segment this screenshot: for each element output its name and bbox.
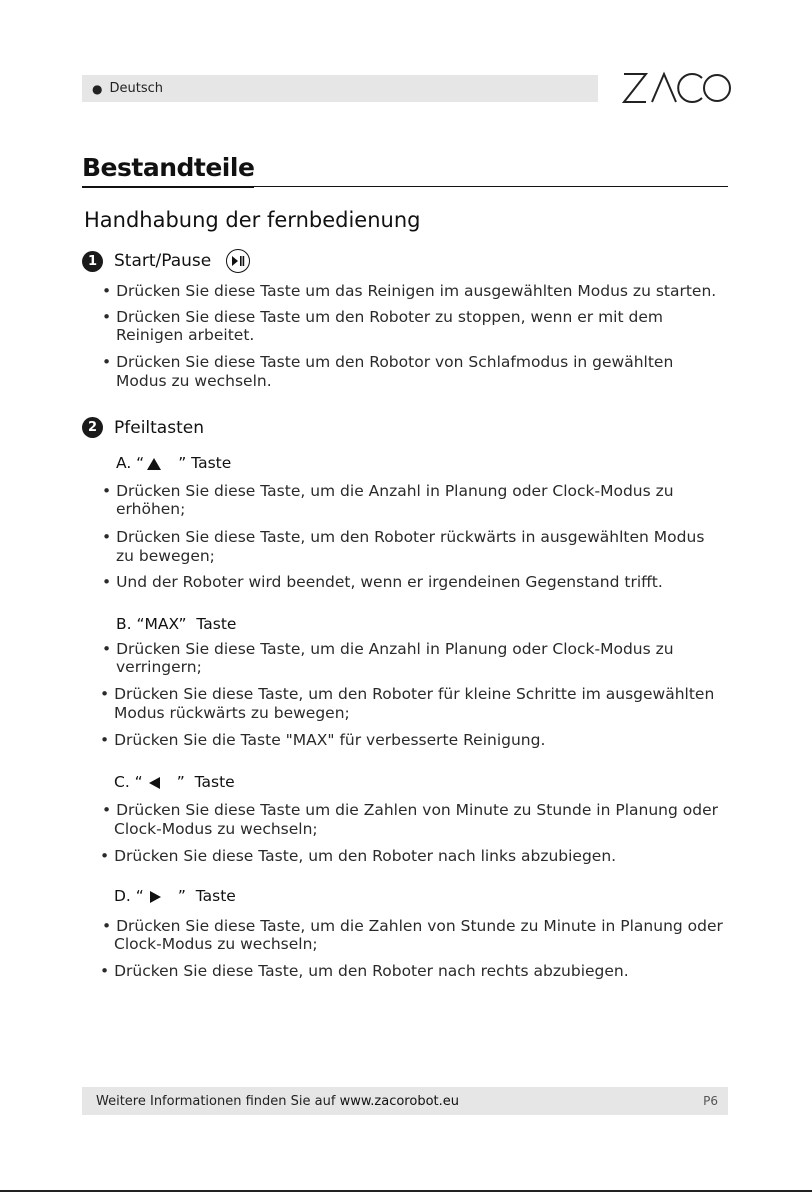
triangle-right-icon [144, 890, 178, 904]
start-pause-title: Start/Pause [114, 251, 212, 271]
title-divider [233, 186, 728, 187]
list-item: zu bewegen; [116, 547, 215, 565]
key-d-heading [114, 887, 236, 905]
list-item: • Drücken Sie die Taste "MAX" für verbesserte Reinigung. [100, 731, 546, 749]
triangle-left-icon [143, 776, 177, 790]
list-item: Clock-Modus zu wechseln; [114, 820, 318, 838]
play-pause-icon [226, 249, 250, 273]
key-d-suffix: ” Taste [177, 887, 236, 905]
list-item: • Drücken Sie diese Taste, um den Roboter für kleine Schritte im ausgewählten [100, 685, 715, 703]
zaco-logo [622, 66, 732, 108]
triangle-up-icon [144, 457, 178, 471]
key-c-prefix: C. “ [114, 773, 143, 791]
list-item: • Drücken Sie diese Taste, um die Anzahl in Planung oder Clock-Modus zu [102, 482, 674, 500]
list-item: verringern; [116, 658, 202, 676]
arrow-keys-heading [82, 417, 204, 438]
footer-bar [82, 1087, 728, 1115]
start-pause-heading [82, 249, 250, 273]
list-item: • Und der Roboter wird beendet, wenn er irgendeinen Gegenstand trifft. [102, 573, 663, 591]
key-a-prefix: A. “ [116, 454, 145, 472]
bullet-icon: ● [92, 81, 103, 96]
number-badge-1: 1 [82, 251, 103, 272]
key-c-suffix: ” Taste [176, 773, 235, 791]
list-item: Modus zu wechseln. [116, 372, 272, 390]
page-number: P6 [703, 1094, 718, 1108]
list-item: Clock-Modus zu wechseln; [114, 935, 318, 953]
key-b-heading: B. “MAX” Taste [116, 615, 237, 633]
key-a-heading [116, 454, 231, 472]
list-item: • Drücken Sie diese Taste, um die Zahlen von Stunde zu Minute in Planung oder [102, 917, 723, 935]
list-item: • Drücken Sie diese Taste, um den Roboter rückwärts in ausgewählten Modus [102, 528, 705, 546]
arrow-keys-title: Pfeiltasten [114, 417, 204, 438]
zaco-logo-mark [622, 66, 732, 108]
list-item: • Drücken Sie diese Taste um die Zahlen von Minute zu Stunde in Planung oder [102, 801, 718, 819]
key-c-heading [114, 773, 235, 791]
list-item: • Drücken Sie diese Taste, um die Anzahl in Planung oder Clock-Modus zu [102, 640, 674, 658]
footer-url-link[interactable]: www.zacorobot.eu [339, 1093, 459, 1109]
list-item: • Drücken Sie diese Taste, um den Roboter nach links abzubiegen. [100, 847, 617, 865]
key-d-prefix: D. “ [114, 887, 144, 905]
footer-info: Weitere Informationen finden Sie auf [96, 1093, 340, 1109]
language-bar [82, 75, 598, 102]
list-item: erhöhen; [116, 500, 186, 518]
number-badge-2: 2 [82, 417, 103, 438]
list-item: • Drücken Sie diese Taste um das Reinigen im ausgewählten Modus zu starten. [102, 282, 717, 300]
page-subtitle: Handhabung der fernbedienung [84, 208, 421, 232]
key-a-suffix: ” Taste [178, 454, 232, 472]
list-item: Reinigen arbeitet. [116, 326, 255, 344]
language-label: Deutsch [109, 81, 163, 96]
list-item: Modus rückwärts zu bewegen; [114, 704, 350, 722]
list-item: • Drücken Sie diese Taste, um den Roboter nach rechts abzubiegen. [100, 962, 629, 980]
footer-text [96, 1094, 459, 1109]
list-item: • Drücken Sie diese Taste um den Roboter zu stoppen, wenn er mit dem [102, 308, 663, 326]
section-title: Bestandteile [82, 153, 254, 188]
list-item: • Drücken Sie diese Taste um den Robotor von Schlafmodus in gewählten [102, 353, 674, 371]
